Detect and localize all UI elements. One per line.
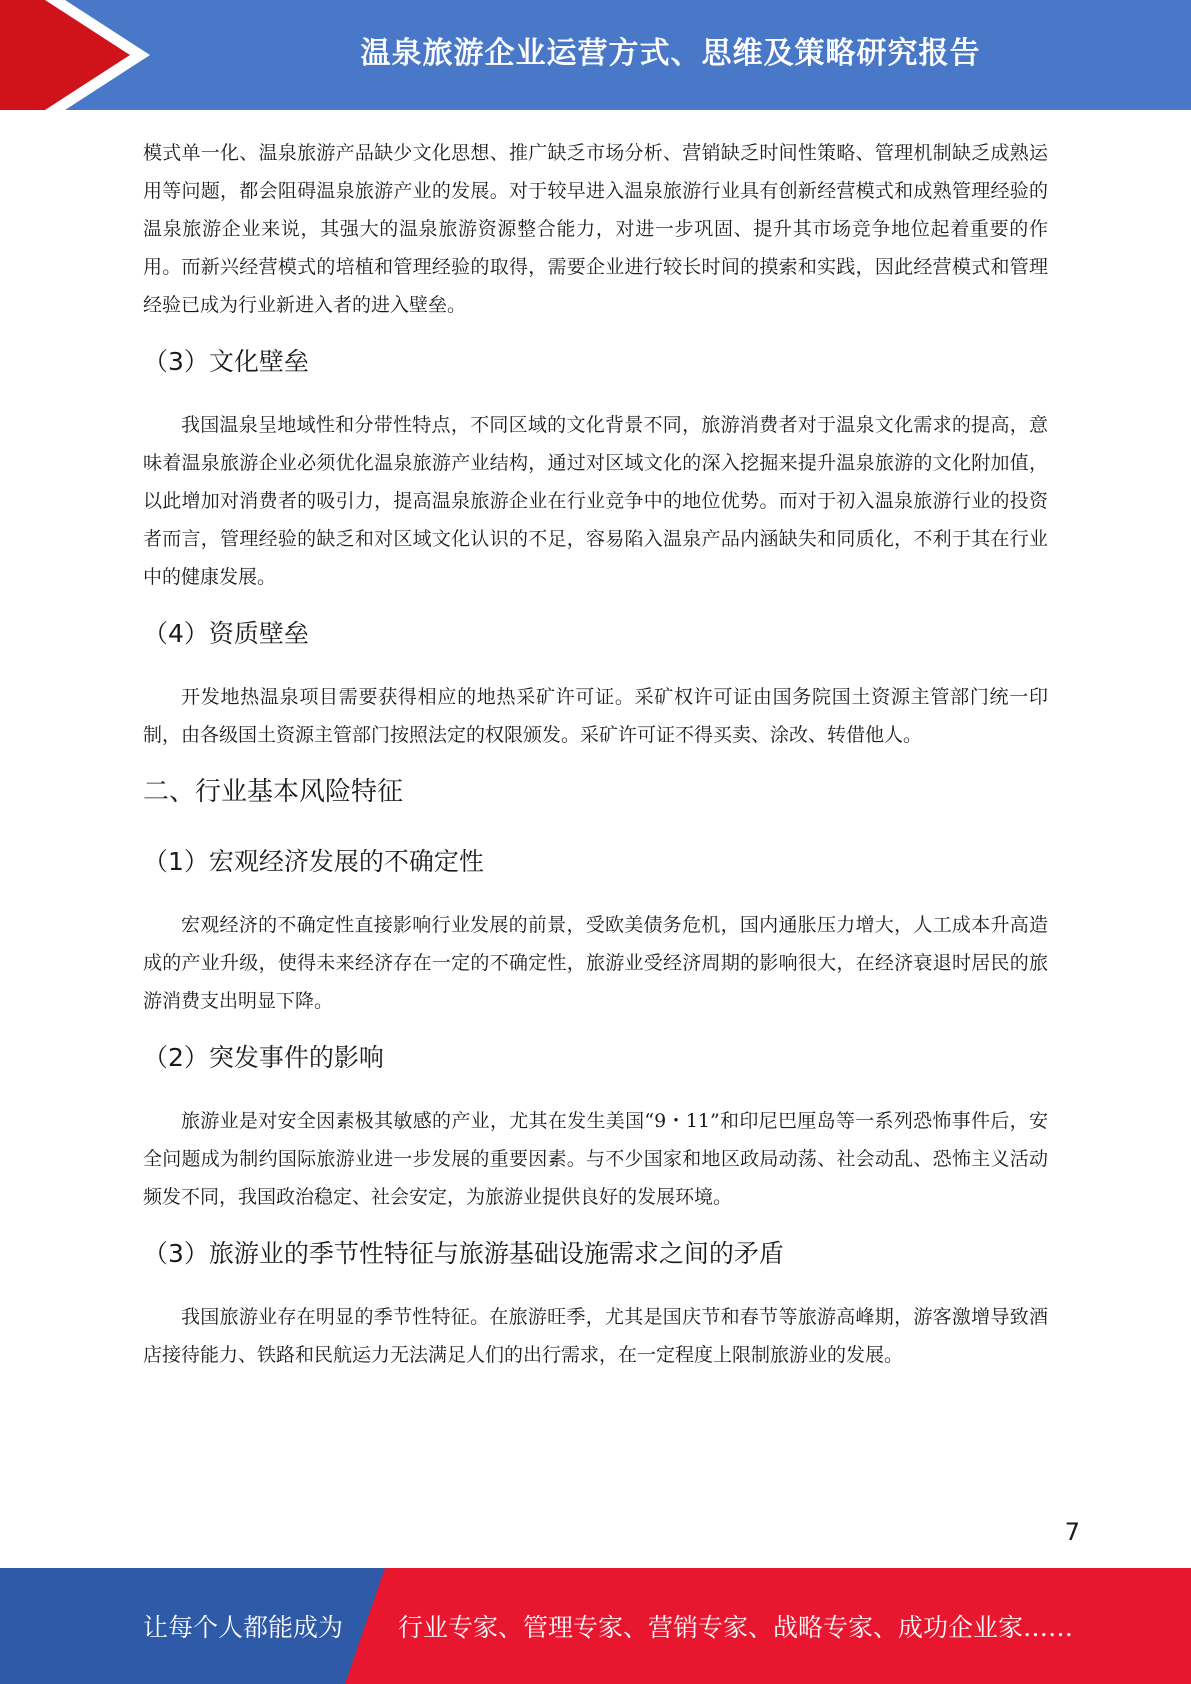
footer-slogan-right: 行业专家、管理专家、营销专家、战略专家、成功企业家…… (398, 1613, 1074, 1642)
heading-emergency-events: （2）突发事件的影响 (143, 1043, 384, 1072)
header-title: 温泉旅游企业运营方式、思维及策略研究报告 (360, 36, 981, 71)
paragraph-emergency-events: 旅游业是对安全因素极其敏感的产业，尤其在发生美国“9・11”和印尼巴厘岛等一系列恐怖事件后，安全问题成为制约国际旅游业进一步发展的重要因素。与不少国家和地区政局动荡、社会动乱、恐怖主义活动频发不同，我国政治稳定、社会安定，为旅游业提供良好的发展环境。 (143, 1110, 1048, 1208)
page-number: 7 (1064, 1518, 1080, 1546)
heading-macro-uncertainty: （1）宏观经济发展的不确定性 (143, 847, 484, 876)
paragraph-qualification-barrier: 开发地热温泉项目需要获得相应的地热采矿许可证。采矿权许可证由国务院国土资源主管部门统一印制，由各级国土资源主管部门按照法定的权限颁发。采矿许可证不得买卖、涂改、转借他人。 (143, 686, 1048, 746)
paragraph-seasonality: 我国旅游业存在明显的季节性特征。在旅游旺季，尤其是国庆节和春节等旅游高峰期，游客激增导致酒店接待能力、铁路和民航运力无法满足人们的出行需求，在一定程度上限制旅游业的发展。 (143, 1306, 1048, 1366)
heading-section-risk: 二、行业基本风险特征 (143, 777, 404, 807)
header-arrow-icon (0, 0, 130, 110)
heading-seasonality: （3）旅游业的季节性特征与旅游基础设施需求之间的矛盾 (143, 1239, 784, 1268)
main-content (143, 134, 1048, 1374)
page-header (0, 0, 1191, 110)
page-footer (0, 1568, 1191, 1684)
heading-qualification-barrier: （4）资质壁垒 (143, 619, 309, 648)
heading-culture-barrier: （3）文化壁垒 (143, 347, 309, 376)
paragraph-macro-uncertainty: 宏观经济的不确定性直接影响行业发展的前景，受欧美债务危机，国内通胀压力增大，人工成本升高造成的产业升级，使得未来经济存在一定的不确定性，旅游业受经济周期的影响很大，在经济衰退时居民的旅游消费支出明显下降。 (143, 914, 1048, 1012)
paragraph-barrier-continuation: 模式单一化、温泉旅游产品缺少文化思想、推广缺乏市场分析、营销缺乏时间性策略、管理机制缺乏成熟运用等问题，都会阻碍温泉旅游产业的发展。对于较早进入温泉旅游行业具有创新经营模式和成熟管理经验的温泉旅游企业来说，其强大的温泉旅游资源整合能力，对进一步巩固、提升其市场竞争地位起着重要的作用。而新兴经营模式的培植和管理经验的取得，需要企业进行较长时间的摸索和实践，因此经营模式和管理经验已成为行业新进入者的进入壁垒。 (143, 142, 1048, 316)
paragraph-culture-barrier: 我国温泉呈地域性和分带性特点，不同区域的文化背景不同，旅游消费者对于温泉文化需求的提高，意味着温泉旅游企业必须优化温泉旅游产业结构，通过对区域文化的深入挖掘来提升温泉旅游的文化附加值，以此增加对消费者的吸引力，提高温泉旅游企业在行业竞争中的地位优势。而对于初入温泉旅游行业的投资者而言，管理经验的缺乏和对区域文化认识的不足，容易陷入温泉产品内涵缺失和同质化，不利于其在行业中的健康发展。 (143, 414, 1048, 588)
footer-slogan-left: 让每个人都能成为 (143, 1613, 344, 1642)
